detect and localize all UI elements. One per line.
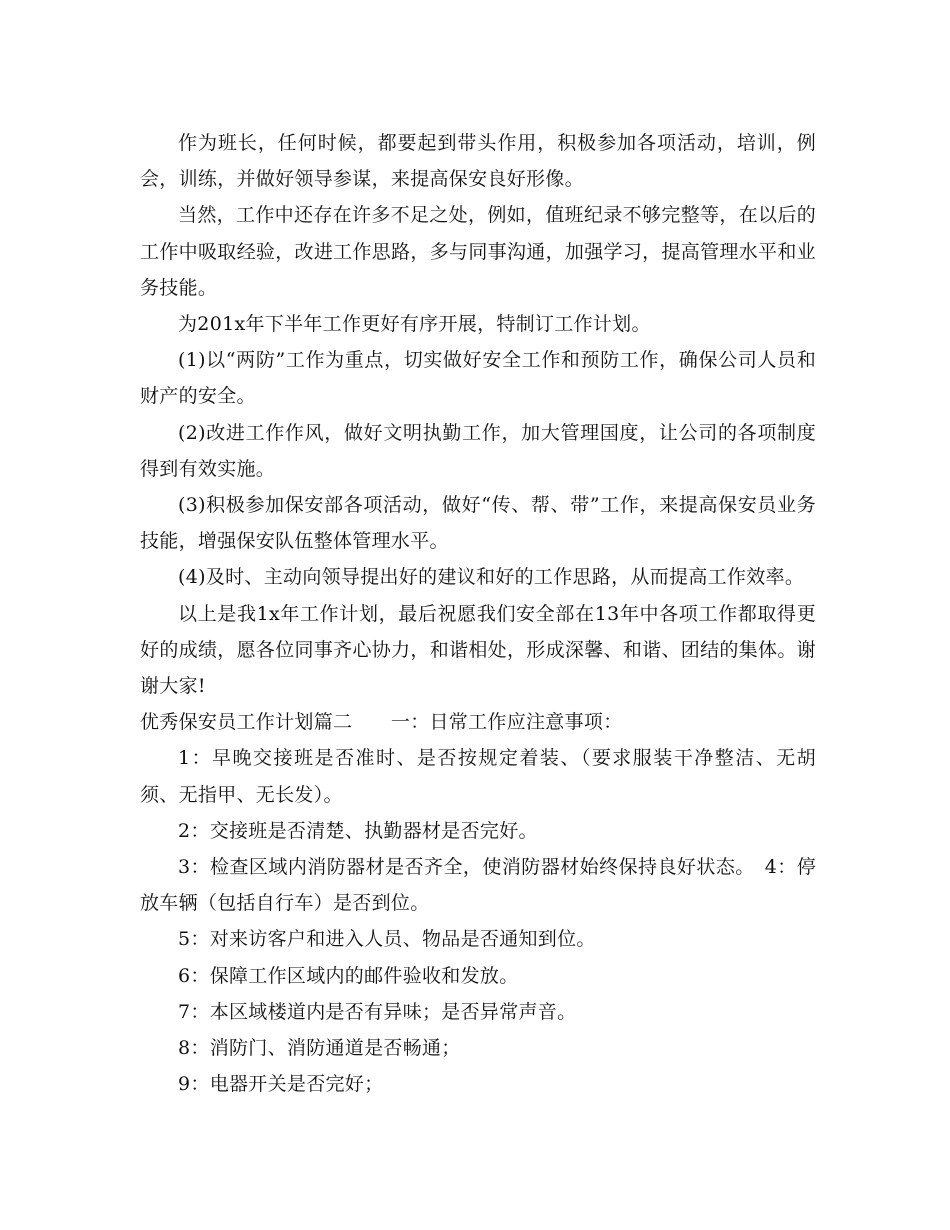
plan-item-1: (1)以“两防”工作为重点，切实做好安全工作和预防工作，确保公司人员和财产的安全。 (140, 349, 816, 408)
document-body (140, 125, 816, 1102)
checklist-item-6: 6：保障工作区域内的邮件验收和发放。 (178, 964, 519, 987)
plan-item-4: (4)及时、主动向领导提出好的建议和好的工作思路，从而提高工作效率。 (178, 566, 805, 589)
plan-item-2: (2)改进工作作风，做好文明执勤工作，加大管理国度，让公司的各项制度得到有效实施。 (140, 421, 816, 480)
plan-item-3: (3)积极参加保安部各项活动，做好“传、帮、带”工作，来提高保安员业务技能，增强保安队伍整体管理水平。 (140, 494, 816, 553)
paragraph-leadership: 作为班长，任何时候，都要起到带头作用，积极参加各项活动，培训，例会，训练，并做好领导参谋，来提高保安良好形像。 (140, 132, 816, 191)
checklist-item-3-4: 3：检查区域内消防器材是否齐全，使消防器材始终保持良好状态。 4：停放车辆（包括自行车）是否到位。 (140, 856, 816, 915)
checklist-item-2: 2：交接班是否清楚、执勤器材是否完好。 (178, 819, 538, 842)
checklist-item-8: 8：消防门、消防通道是否畅通； (178, 1037, 461, 1060)
section-heading: 优秀保安员工作计划篇二 一：日常工作应注意事项： (140, 711, 623, 734)
checklist-item-9: 9：电器开关是否完好； (178, 1073, 384, 1096)
paragraph-closing: 以上是我1x年工作计划，最后祝愿我们安全部在13年中各项工作都取得更好的成绩，愿各位同事齐心协力，和谐相处，形成深馨、和谐、团结的集体。谢谢大家! (140, 602, 816, 698)
checklist-item-7: 7：本区域楼道内是否有异味；是否异常声音。 (178, 1000, 577, 1023)
paragraph-plan-intro: 为201x年下半年工作更好有序开展，特制订工作计划。 (178, 313, 651, 336)
checklist-item-1: 1：早晚交接班是否准时、是否按规定着装、（要求服装干净整洁、无胡须、无指甲、无长发）。 (140, 747, 816, 806)
paragraph-shortcomings: 当然，工作中还存在许多不足之处，例如，值班纪录不够完整等，在以后的工作中吸取经验，改进工作思路，多与同事沟通，加强学习，提高管理水平和业务技能。 (140, 204, 816, 299)
checklist-item-5: 5：对来访客户和进入人员、物品是否通知到位。 (178, 928, 596, 951)
